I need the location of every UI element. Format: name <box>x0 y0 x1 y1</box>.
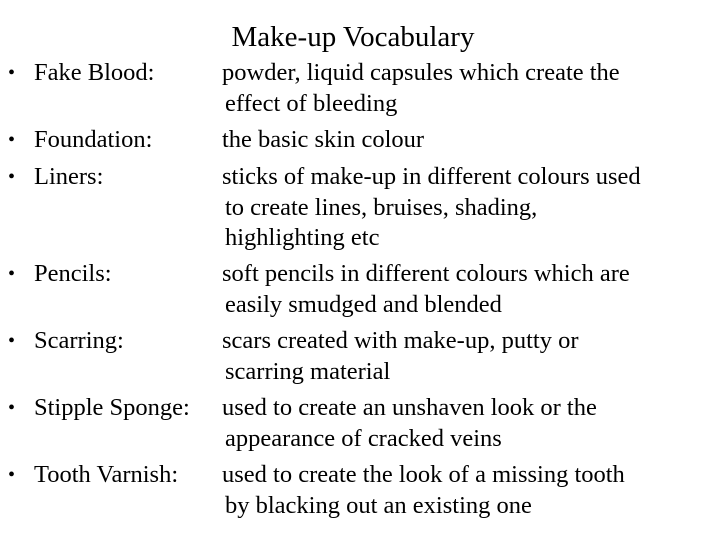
slide-title-text: Make-up Vocabulary <box>231 21 475 53</box>
bullet-icon: • <box>8 330 16 352</box>
definition-line: effect of bleeding <box>225 89 398 117</box>
definition-line: easily smudged and blended <box>225 290 502 318</box>
definition <box>222 393 712 454</box>
definition-line: used to create the look of a missing tooth <box>222 461 625 488</box>
bullet-icon: • <box>8 464 16 486</box>
definition-line: highlighting etc <box>225 224 380 251</box>
definition <box>222 460 712 521</box>
term-label: Tooth Varnish: <box>34 461 179 488</box>
term-label: Fake Blood: <box>34 59 155 86</box>
term-label: Stipple Sponge: <box>34 394 190 421</box>
term-label: Pencils: <box>34 260 112 287</box>
definition <box>222 326 712 387</box>
definition-line: soft pencils in different colours which are <box>222 260 630 287</box>
term-label: Liners: <box>34 163 104 190</box>
definition <box>222 58 712 119</box>
definition-line: sticks of make-up in different colours used <box>222 163 641 190</box>
definition-line: scars created with make-up, putty or <box>222 327 579 354</box>
definition-line: to create lines, bruises, shading, <box>225 193 538 221</box>
bullet-icon: • <box>8 397 16 419</box>
definition-line: by blacking out an existing one <box>225 491 532 519</box>
bullet-icon: • <box>8 166 16 188</box>
definition-line: scarring material <box>225 357 391 385</box>
term-label: Scarring: <box>34 327 124 354</box>
definition <box>222 162 712 254</box>
bullet-icon: • <box>8 62 16 84</box>
definition-line: powder, liquid capsules which create the <box>222 59 620 86</box>
definition-line: appearance of cracked veins <box>225 424 502 452</box>
definition-line: used to create an unshaven look or the <box>222 394 597 421</box>
definition <box>222 125 712 156</box>
definition-line: the basic skin colour <box>222 126 425 153</box>
bullet-icon: • <box>8 263 16 285</box>
definition <box>222 259 712 320</box>
bullet-icon: • <box>8 129 16 151</box>
slide-title <box>0 20 706 54</box>
term-label: Foundation: <box>34 126 153 153</box>
